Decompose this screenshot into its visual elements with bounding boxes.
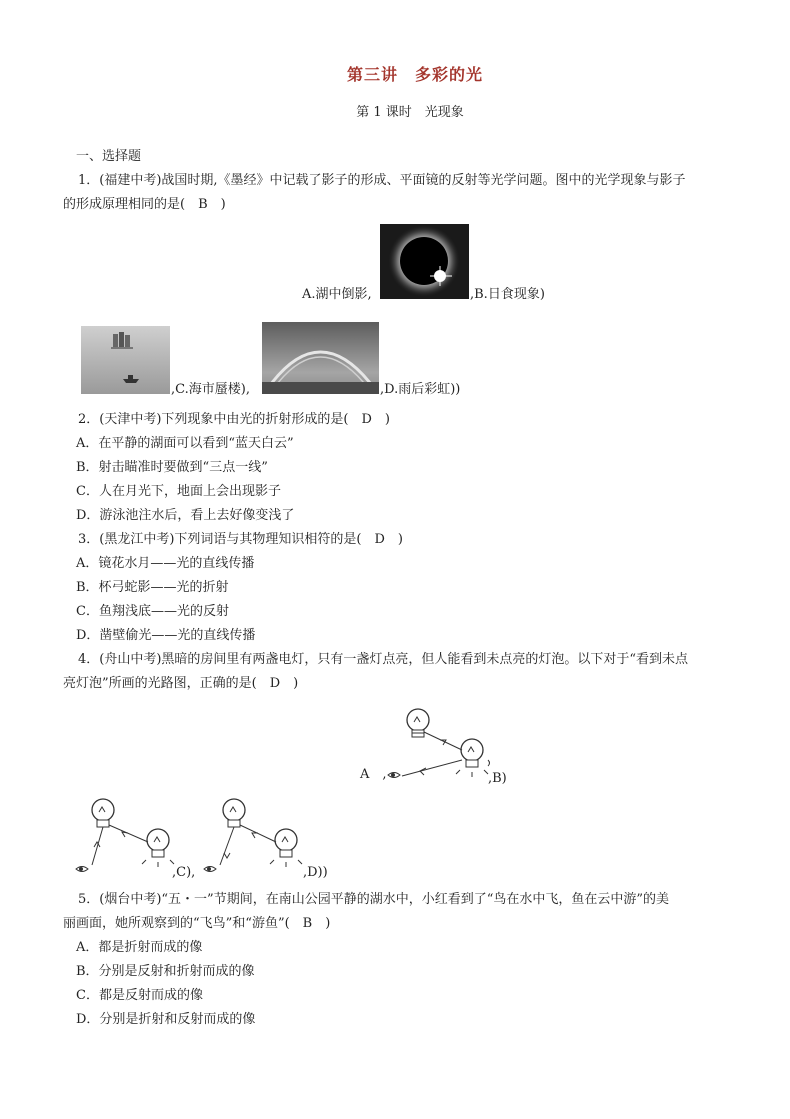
q2-option-c: C．人在月光下，地面上会出现影子	[76, 484, 281, 499]
eye-icon	[204, 867, 216, 872]
q1-option-d: ,D.雨后彩虹))	[380, 382, 461, 397]
q3-option-d: D．凿壁偷光——光的直线传播	[76, 628, 256, 643]
q2-option-a: A．在平静的湖面可以看到“蓝天白云”	[76, 436, 294, 451]
q3-option-a: A．镜花水月——光的直线传播	[76, 556, 255, 571]
q2-option-d: D．游泳池注水后，看上去好像变浅了	[76, 508, 295, 523]
q3-stem: 3．(黑龙江中考)下列词语与其物理知识相符的是( D )	[78, 532, 403, 547]
unlit-bulb-icon	[223, 799, 245, 827]
q4-label-b: ,B)	[488, 771, 507, 786]
q4-stem-line2: 亮灯泡”所画的光路图，正确的是( D )	[63, 676, 299, 691]
q5-option-a: A．都是折射而成的像	[76, 940, 203, 955]
lit-bulb-icon	[142, 829, 174, 867]
q5-option-d: D．分别是折射和反射而成的像	[76, 1012, 256, 1027]
solar-eclipse-image	[380, 224, 469, 299]
q1-option-a: A.湖中倒影,	[302, 287, 372, 302]
q1-stem-line2: 的形成原理相同的是( B )	[63, 197, 226, 212]
section-heading: 一、选择题	[76, 149, 142, 164]
q5-option-b: B．分别是反射和折射而成的像	[76, 964, 255, 979]
lit-bulb-icon	[270, 829, 302, 867]
page-title: 第三讲 多彩的光	[346, 65, 483, 84]
q1-stem-line1: 1．(福建中考)战国时期,《墨经》中记载了影子的形成、平面镜的反射等光学问题。图中的光学现象与影子	[78, 173, 686, 188]
q2-stem: 2．(天津中考)下列现象中由光的折射形成的是( D )	[78, 412, 390, 427]
q4-label-d: ,D))	[303, 865, 328, 880]
q2-option-b: B．射击瞄准时要做到“三点一线”	[76, 460, 268, 475]
q3-option-c: C．鱼翔浅底——光的反射	[76, 604, 229, 619]
mirage-image	[81, 326, 170, 394]
q1-option-c: ,C.海市蜃楼),	[171, 382, 250, 397]
rainbow-image	[262, 322, 379, 394]
eye-icon	[76, 867, 88, 872]
lit-bulb-icon	[456, 739, 490, 777]
q4-label-a: A ,	[360, 767, 387, 782]
q4-label-c: ,C),	[172, 865, 196, 880]
q1-option-b: ,B.日食现象)	[470, 287, 545, 302]
q4-stem-line1: 4．(舟山中考)黑暗的房间里有两盏电灯，只有一盏灯点亮，但人能看到未点亮的灯泡。以下对于“看到未点	[78, 652, 689, 667]
q5-option-c: C．都是反射而成的像	[76, 988, 203, 1003]
q3-option-b: B．杯弓蛇影——光的折射	[76, 580, 229, 595]
q4-diagram-c	[70, 795, 180, 880]
eye-icon	[388, 773, 400, 778]
unlit-bulb-icon	[92, 799, 114, 827]
q5-stem-line2: 丽画面，她所观察到的“飞鸟”和“游鱼”( B )	[63, 916, 331, 931]
q4-diagram-d	[198, 795, 310, 880]
q5-stem-line1: 5．(烟台中考)“五・一”节期间，在南山公园平静的湖水中，小红看到了“鸟在水中飞，鱼在云中游”的美	[78, 892, 669, 907]
page-subtitle: 第 1 课时 光现象	[356, 105, 464, 120]
